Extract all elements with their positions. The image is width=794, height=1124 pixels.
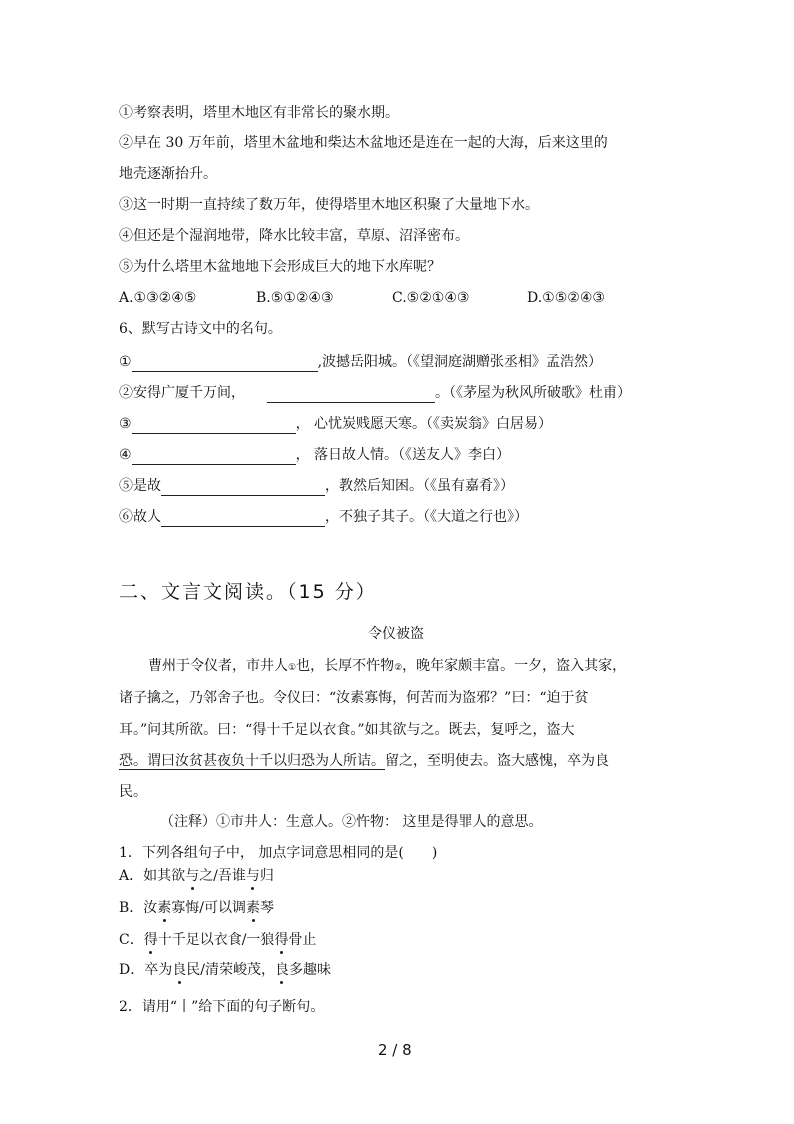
choice-text: 之/吾谁 [199,868,246,884]
sentence-5: ⑤为什么塔里木盆地地下会形成巨大的地下水库呢？ [119,259,441,275]
option-b: B.⑤①②④③ [256,290,334,306]
dotted-word: 得 [143,932,158,948]
choice-text: 骨止 [288,932,317,948]
page-number: 2 / 8 [378,1041,412,1059]
choice-text: 民/清荣峻茂， [186,962,275,978]
poem-item-2-post: 。（《茅屋为秋风所破歌》杜甫） [435,385,631,401]
option-a: A.①③②④⑤ [119,290,197,306]
dotted-word: 素 [246,900,261,916]
poem-item-4 [119,445,510,465]
poem-item-5-post: ，教然后知困。（《虽有嘉肴》） [325,478,514,494]
dotted-word: 与 [185,868,200,884]
poem-item-4-post: ， 落日故人情。（《送友人》李白） [295,447,511,463]
underlined-sentence: 恐。谓曰汝贫甚夜负十千以归恐为人所诘。 [119,753,385,769]
question-6-title: 6、默写古诗文中的名句。 [119,321,282,337]
poem-item-3-pre: ③ [119,416,132,432]
sentence-4: ④但还是个湿润地带，降水比较丰富，草原、沼泽密布。 [119,228,469,244]
poem-item-2 [119,383,631,403]
choice-b [119,898,274,918]
poem-item-3 [119,414,552,434]
passage-line-5: 民。 [119,784,147,800]
dotted-word: 素 [157,900,172,916]
poem-item-2-pre: ②安得广厦千万间， [119,385,245,401]
answer-blank-6[interactable] [161,510,325,527]
answer-blank-4[interactable] [132,448,296,465]
poem-item-1 [119,352,602,372]
sub-question-1: 1．下列各组句子中， 加点字词意思相同的是( ) [119,845,438,861]
passage-line-1 [148,656,626,678]
passage-text: 曹州于令仪者，市井人 [148,658,288,674]
poem-item-5-pre: ⑤是故 [119,478,161,494]
poem-item-1-post: ,波撼岳阳城。（《望洞庭湖赠张丞相》孟浩然） [317,354,603,370]
choice-text: D．卒为 [119,962,173,978]
choice-text: 琴 [260,900,275,916]
dotted-word: 得 [274,932,289,948]
poem-item-4-pre: ④ [119,447,132,463]
poem-item-1-pre: ① [119,354,132,370]
passage-text: ，晚年家颇丰富。一夕，盗入其家， [402,658,627,674]
answer-blank-3[interactable] [132,417,296,434]
answer-blank-2[interactable] [267,386,435,403]
passage-title: 令仪被盗 [368,626,424,642]
poem-item-6-post: ，不独子其子。（《大道之行也》） [325,509,528,525]
dotted-word: 与 [245,868,260,884]
passage-line-2: 诸子擒之，乃邻舍子也。令仪曰：“汝素寡悔，何苦而为盗邪？”曰：“迫于贫 [119,690,589,706]
passage-text: 也，长厚不忤物 [296,658,395,674]
choice-d [119,960,331,980]
option-c: C.⑤②①④③ [392,290,470,306]
footnote-marker-1: ① [288,663,297,673]
passage-line-4 [119,751,609,771]
dotted-word: 良 [274,962,289,978]
annotation-note: （注释）①市井人：生意人。②忤物： 这里是得罪人的意思。 [160,814,543,830]
dotted-word: 良 [172,962,187,978]
choice-text: 十千足以衣食/一狼 [157,932,275,948]
answer-blank-1[interactable] [132,355,318,372]
sentence-2-line-1: ②早在 30 万年前，塔里木盆地和柴达木盆地还是连在一起的大海，后来这里的 [119,135,608,151]
choice-a [119,866,274,886]
poem-item-6 [119,507,528,527]
choice-text: C． [119,932,144,948]
choice-text: B．汝 [119,900,158,916]
section-2-title: 二、文言文阅读。（15 分） [119,581,377,603]
choice-text: 多趣味 [288,962,331,978]
passage-line-3: 耳。”问其所欲。曰：“得十千足以衣食。”如其欲与之。既去，复呼之，盗大 [119,722,575,738]
footnote-marker-2: ② [394,663,403,673]
choice-text: A．如其欲 [119,868,186,884]
poem-item-3-post: ， 心忧炭贱愿天寒。（《卖炭翁》白居易） [295,416,553,432]
option-d: D.①⑤②④③ [527,290,605,306]
sentence-3: ③这一时期一直持续了数万年，使得塔里木地区积聚了大量地下水。 [119,197,539,213]
poem-item-5 [119,476,514,496]
sub-question-2: 2．请用“丨”给下面的句子断句。 [119,999,325,1015]
choice-text: 归 [259,868,274,884]
sentence-2-line-2: 地壳逐渐抬升。 [119,166,217,182]
choice-text: 寡悔/可以调 [171,900,247,916]
poem-item-6-pre: ⑥故人 [119,509,161,525]
passage-text: 留之，至明使去。盗大感愧，卒为良 [385,753,609,769]
sentence-1: ①考察表明，塔里木地区有非常长的聚水期。 [119,105,399,121]
choice-c [119,930,316,950]
answer-blank-5[interactable] [161,479,325,496]
